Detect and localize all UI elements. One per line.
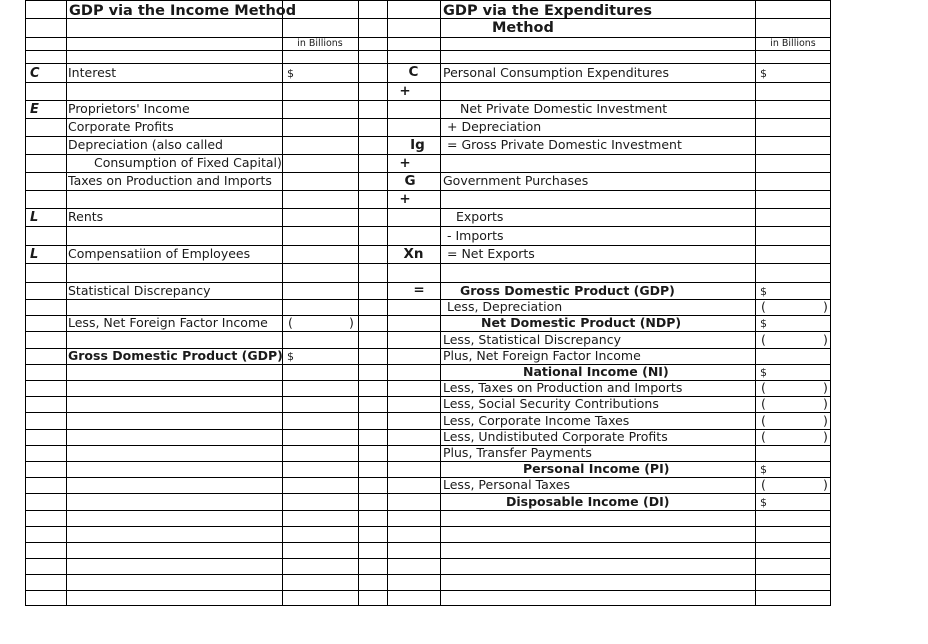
expend-row-exports: Exports (456, 209, 504, 225)
income-value-interest[interactable]: $ (287, 66, 294, 80)
income-letter-c: C (30, 65, 40, 81)
row-divider (26, 331, 830, 332)
expend-row-ndp: Net Domestic Product (NDP) (481, 315, 682, 331)
expend-symbol-ig: Ig (410, 136, 425, 153)
row-divider (26, 526, 830, 527)
column-divider (440, 1, 441, 605)
expend-method-title-cont: Method (492, 20, 554, 37)
row-divider (26, 477, 830, 478)
expend-units-label: in Billions (770, 37, 816, 49)
row-divider (26, 208, 830, 209)
expend-row-undistributed: Less, Undistibuted Corporate Profits (443, 429, 668, 445)
expend-method-title: GDP via the Expenditures (443, 2, 653, 19)
row-divider (26, 574, 830, 575)
expend-value-personal-income[interactable]: $ (760, 463, 767, 476)
expend-paren-close: ) (823, 380, 828, 396)
income-letter-l: L (30, 210, 39, 225)
expend-paren-close: ) (823, 331, 828, 347)
income-row-rents: Rents (68, 209, 104, 225)
expend-value-disposable-income[interactable]: $ (760, 495, 767, 509)
row-divider (26, 364, 830, 365)
expend-value-ndp[interactable]: $ (760, 317, 767, 330)
income-row-net-foreign-factor: Less, Net Foreign Factor Income (68, 315, 268, 331)
expend-row-less-depreciation: Less, Depreciation (447, 299, 563, 315)
expend-paren-close: ) (823, 477, 828, 493)
income-letter-l: L (30, 247, 39, 262)
expend-row-social-security: Less, Social Security Contributions (443, 396, 659, 412)
expend-paren-close: ) (823, 412, 828, 428)
income-value-gdp[interactable]: $ (287, 350, 294, 363)
row-divider (26, 226, 830, 227)
income-paren-open: ( (288, 315, 293, 331)
row-divider (26, 50, 830, 51)
expend-symbol-plus: + (399, 154, 411, 171)
expend-symbol-g: G (404, 172, 416, 189)
expend-row-net-investment: Net Private Domestic Investment (460, 101, 668, 117)
expend-symbol-plus: + (399, 190, 411, 207)
expend-paren-open: ( (761, 429, 766, 445)
income-row-depreciation-cont: Consumption of Fixed Capital) (94, 155, 282, 171)
income-paren-close: ) (349, 315, 354, 331)
row-divider (26, 263, 830, 264)
row-divider (26, 510, 830, 511)
expend-row-net-exports: = Net Exports (447, 246, 535, 262)
row-divider (26, 380, 830, 381)
expend-symbol-xn: Xn (403, 245, 424, 262)
expend-paren-open: ( (761, 299, 766, 315)
expend-row-transfer-payments: Plus, Transfer Payments (443, 445, 592, 461)
income-row-corporate-profits: Corporate Profits (68, 119, 174, 135)
expend-paren-open: ( (761, 380, 766, 396)
row-divider (26, 445, 830, 446)
row-divider (26, 493, 830, 494)
row-divider (26, 461, 830, 462)
column-divider (755, 1, 756, 605)
expend-row-personal-income: Personal Income (PI) (523, 461, 670, 477)
expend-row-imports: - Imports (447, 227, 504, 243)
expend-row-gross-investment: = Gross Private Domestic Investment (447, 137, 682, 153)
expend-paren-close: ) (823, 396, 828, 412)
expend-symbol-c: C (408, 64, 419, 81)
row-divider (26, 542, 830, 543)
expend-value-gdp[interactable]: $ (760, 284, 767, 298)
expend-row-consumption: Personal Consumption Expenditures (443, 64, 670, 80)
row-divider (26, 190, 830, 191)
column-divider (282, 1, 283, 605)
worksheet-grid (25, 0, 831, 606)
expend-value-consumption[interactable]: $ (760, 66, 767, 80)
expend-value-national-income[interactable]: $ (760, 366, 767, 379)
income-row-proprietors: Proprietors' Income (68, 101, 190, 117)
row-divider (26, 37, 830, 38)
expend-paren-close: ) (823, 299, 828, 315)
expend-row-net-foreign-factor: Plus, Net Foreign Factor Income (443, 348, 641, 364)
expend-paren-open: ( (761, 412, 766, 428)
row-divider (26, 429, 830, 430)
expend-row-national-income: National Income (NI) (523, 364, 669, 380)
income-row-depreciation: Depreciation (also called (68, 137, 223, 153)
income-row-gdp: Gross Domestic Product (GDP) (68, 348, 283, 364)
row-divider (26, 412, 830, 413)
income-row-statistical-discrepancy: Statistical Discrepancy (68, 282, 211, 298)
expend-symbol-equals: = (413, 282, 425, 299)
expend-row-gdp: Gross Domestic Product (GDP) (460, 282, 675, 298)
income-row-taxes: Taxes on Production and Imports (68, 173, 272, 189)
income-row-interest: Interest (68, 64, 117, 80)
column-divider (358, 1, 359, 605)
expend-symbol-plus: + (399, 82, 411, 99)
expend-paren-close: ) (823, 429, 828, 445)
income-method-title: GDP via the Income Method (69, 2, 297, 19)
row-divider (26, 396, 830, 397)
row-divider (26, 590, 830, 591)
expend-row-corporate-taxes: Less, Corporate Income Taxes (443, 412, 630, 428)
expend-paren-open: ( (761, 477, 766, 493)
income-units-label: in Billions (297, 37, 343, 49)
expend-paren-open: ( (761, 331, 766, 347)
expend-row-disposable-income: Disposable Income (DI) (506, 493, 670, 509)
expend-row-statistical-discrepancy: Less, Statistical Discrepancy (443, 331, 621, 347)
column-divider (66, 1, 67, 605)
expend-row-less-taxes: Less, Taxes on Production and Imports (443, 380, 683, 396)
expend-row-government: Government Purchases (443, 173, 589, 189)
expend-row-plus-depreciation: + Depreciation (447, 119, 542, 135)
expend-paren-open: ( (761, 396, 766, 412)
row-divider (26, 299, 830, 300)
income-row-compensation: Compensatiion of Employees (68, 246, 251, 262)
row-divider (26, 558, 830, 559)
income-letter-e: E (30, 102, 39, 117)
row-divider (26, 82, 830, 83)
expend-row-personal-taxes: Less, Personal Taxes (443, 477, 570, 493)
